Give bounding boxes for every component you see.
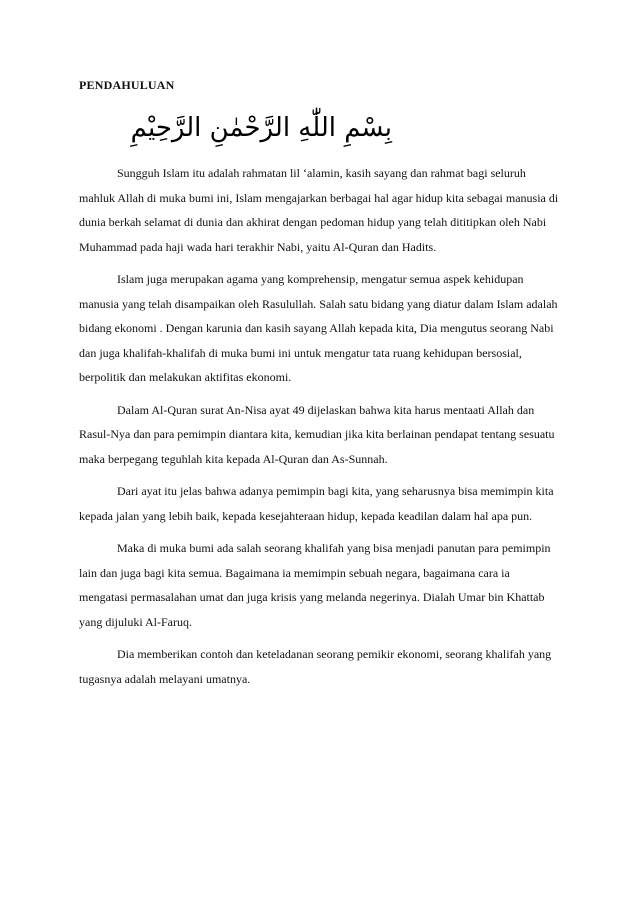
body-text [79, 161, 561, 699]
paragraph-6: Dia memberikan contoh dan keteladanan seorang pemikir ekonomi, seorang khalifah yang tugasnya adalah melayani umatnya. [79, 647, 552, 686]
basmala-calligraphy: بِسْمِ اللّٰهِ الرَّحْمٰنِ الرَّحِيْمِ [130, 113, 392, 143]
paragraph-4: Dari ayat itu jelas bahwa adanya pemimpin bagi kita, yang seharusnya bisa memimpin kita kepada jalan yang lebih baik, kepada kesejahteraan hidup, kepada keadilan dalam hal apa pun. [79, 484, 554, 523]
paragraph-1: Sungguh Islam itu adalah rahmatan lil ‘alamin, kasih sayang dan rahmat bagi seluruh mahluk Allah di muka bumi ini, Islam mengajarkan berbagai hal agar hidup kita sebagai manusia di dunia berkah selamat di dunia dan akhirat dengan pedoman hidup yang telah dititipkan oleh Nabi Muhammad pada haji wada hari terakhir Nabi, yaitu Al-Quran dan Hadits. [79, 166, 559, 254]
section-heading: PENDAHULUAN [79, 78, 175, 92]
paragraph-3: Dalam Al-Quran surat An-Nisa ayat 49 dijelaskan bahwa kita harus mentaati Allah dan Rasul-Nya dan para pemimpin diantara kita, kemudian jika kita berlainan pendapat tentang sesuatu maka berpegang teguhlah kita kepada Al-Quran dan As-Sunnah. [79, 402, 555, 466]
paragraph-5: Maka di muka bumi ada salah seorang khalifah yang bisa menjadi panutan para pemimpin lain dan juga bagi kita semua. Bagaimana ia memimpin sebuah negara, bagaimana cara ia mengatasi permasalahan umat dan juga krisis yang melanda negerinya. Dialah Umar bin Khattab yang dijuluki Al-Faruq. [79, 541, 551, 629]
paragraph-2: Islam juga merupakan agama yang komprehensip, mengatur semua aspek kehidupan manusia yang telah disampaikan oleh Rasulullah. Salah satu bidang yang diatur dalam Islam adalah bidang ekonomi . Dengan karunia dan kasih sayang Allah kepada kita, Dia mengutus seorang Nabi dan juga khalifah-khalifah di muka bumi ini untuk mengatur tata ruang kehidupan bersosial, berpolitik dan melakukan aktifitas ekonomi. [79, 272, 558, 384]
